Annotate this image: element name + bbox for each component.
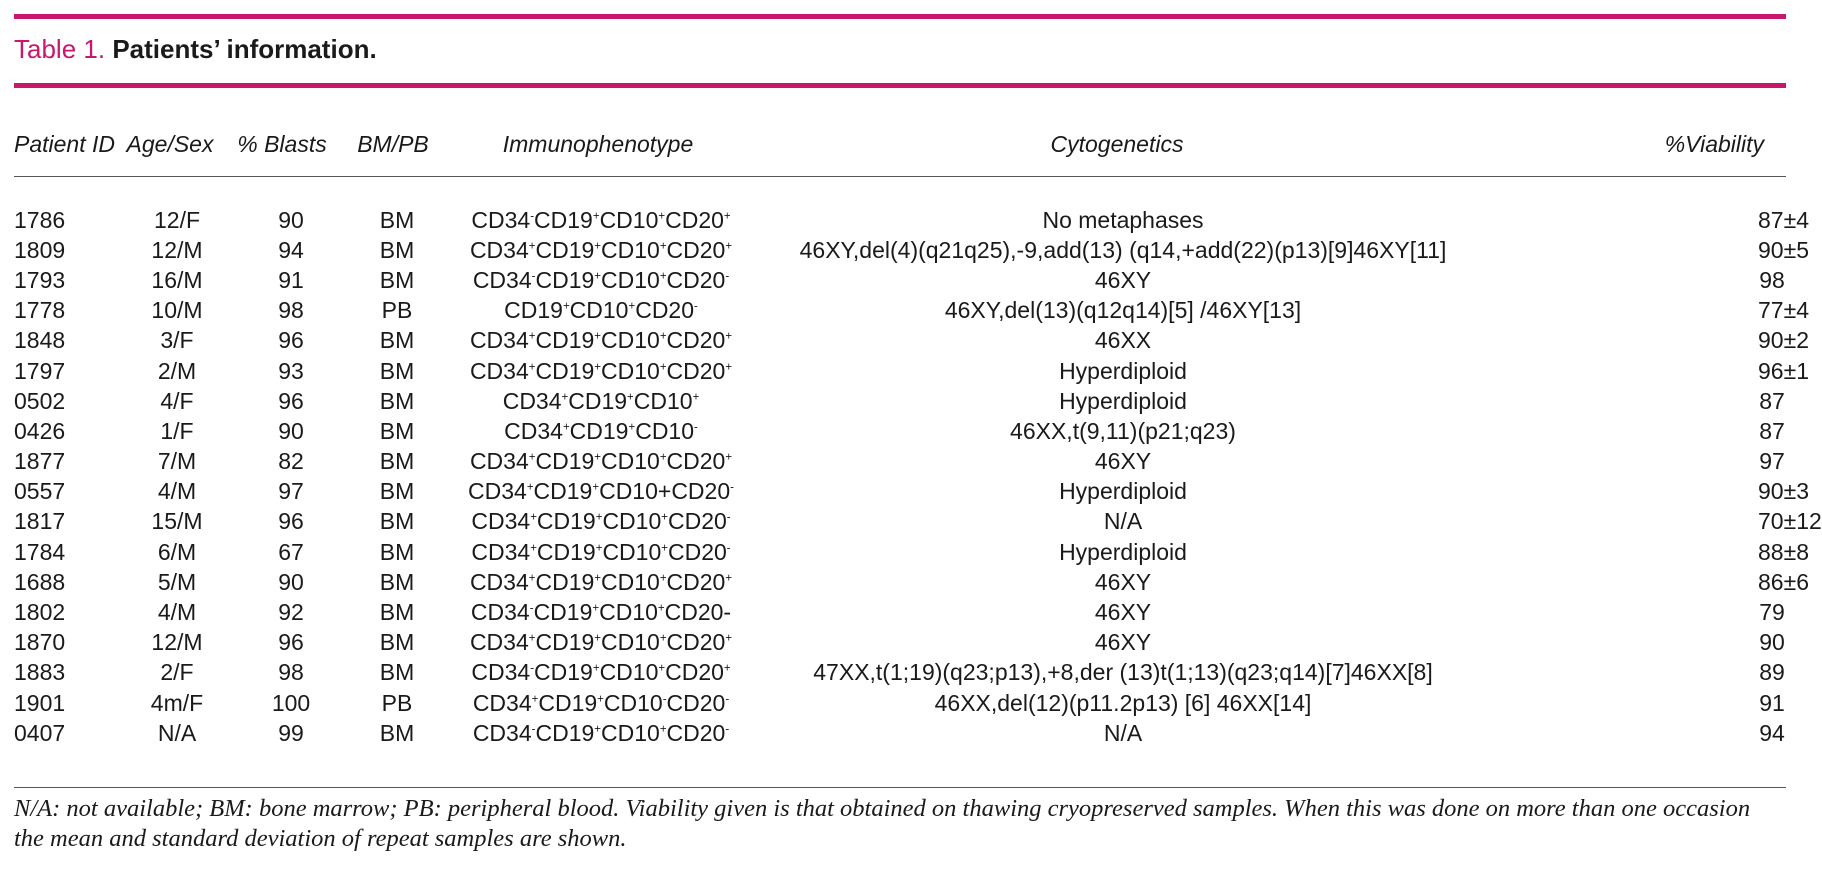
marker-name: CD19 [536, 538, 596, 565]
marker-name: CD34 [469, 568, 529, 595]
marker-sign: - [529, 602, 534, 615]
cell-viability: 90 [1759, 629, 1785, 656]
marker-sign: + [659, 632, 667, 645]
table-body [14, 177, 1822, 749]
marker-name: CD19 [536, 508, 596, 535]
marker-name: CD34 [469, 629, 529, 656]
cell-viability: 86±6 [1758, 568, 1809, 595]
cell-age-sex: 10/M [151, 297, 203, 324]
cell-cytogenetics: 46XX [1094, 327, 1152, 354]
marker-sign: + [562, 300, 570, 313]
marker-name: CD19 [533, 599, 593, 626]
marker-name: CD34 [471, 659, 531, 686]
marker-sign: + [725, 330, 733, 343]
marker-name: CD10 [635, 417, 695, 444]
cell-cytogenetics: No metaphases [1042, 206, 1204, 233]
marker-sign: + [594, 451, 601, 464]
table-row [14, 265, 1786, 295]
marker-sign: + [561, 391, 569, 404]
marker-sign: + [725, 360, 733, 373]
footnote: N/A: not available; BM: bone marrow; PB: peripheral blood. Viability given is that obtained on thawing cryopreserved samples. When this was done on more than one occasion the mean and standard deviation of repeat samples are shown. [14, 795, 1751, 852]
marker-sign: + [562, 421, 570, 434]
table-row [14, 507, 1786, 537]
cell-immunophenotype [448, 567, 748, 597]
cell-cytogenetics: 46XY [1094, 448, 1152, 475]
header-row [14, 112, 1786, 177]
cell-bm-pb: BM [379, 629, 415, 656]
cell-patient-id: 1778 [14, 297, 66, 324]
cell-blasts: 67 [278, 538, 304, 565]
marker-sign: + [627, 391, 634, 404]
cell-blasts: 96 [278, 387, 304, 414]
spacer-row [14, 177, 1786, 206]
cell-immunophenotype [448, 688, 748, 718]
cell-cytogenetics: 46XY [1094, 568, 1152, 595]
marker-sign: + [659, 572, 667, 585]
marker-sign: + [530, 542, 537, 555]
cell-viability: 91 [1759, 689, 1785, 716]
cell-immunophenotype [448, 718, 748, 748]
cell-bm-pb: BM [379, 206, 415, 233]
marker-name: CD34 [471, 206, 531, 233]
marker-sign: + [531, 692, 539, 705]
cell-cytogenetics: Hyperdiploid [1059, 357, 1187, 384]
marker-name: CD20 [666, 448, 726, 475]
cell-patient-id: 1870 [14, 629, 66, 656]
marker-sign: + [661, 511, 668, 524]
cell-bm-pb: BM [379, 568, 415, 595]
cell-blasts: 94 [278, 236, 304, 263]
cell-cytogenetics: 46XY,del(13)(q12q14)[5] /46XY[13] [944, 297, 1302, 324]
table-row [14, 416, 1786, 446]
marker-name: CD20 [666, 327, 726, 354]
marker-sign: + [595, 542, 603, 555]
marker-sign: + [530, 511, 537, 524]
marker-sign: + [723, 209, 731, 222]
cell-age-sex: 3/F [160, 327, 194, 354]
marker-name: CD20- [664, 599, 732, 626]
cell-cytogenetics: Hyperdiploid [1059, 538, 1187, 565]
marker-name: CD34 [469, 448, 529, 475]
cell-bm-pb: BM [379, 357, 415, 384]
cell-bm-pb: BM [379, 508, 415, 535]
cell-bm-pb: BM [379, 387, 415, 414]
marker-sign: + [594, 572, 601, 585]
caption-rule [14, 83, 1786, 88]
marker-name: CD10 [599, 206, 659, 233]
cell-immunophenotype [448, 386, 748, 416]
marker-sign: + [661, 542, 668, 555]
cell-cytogenetics: 46XY [1094, 629, 1152, 656]
marker-sign: + [528, 360, 536, 373]
marker-sign: + [597, 692, 604, 705]
marker-sign: - [694, 300, 698, 313]
cell-patient-id: 1883 [14, 659, 66, 686]
cell-immunophenotype [448, 597, 748, 627]
cell-bm-pb: BM [379, 417, 415, 444]
col-header-bm-pb: BM/PB [338, 112, 448, 177]
marker-sign: + [528, 451, 536, 464]
cell-patient-id: 1797 [14, 357, 66, 384]
col-header-age-sex: Age/Sex [114, 112, 226, 177]
footnote-rule [14, 787, 1786, 788]
cell-immunophenotype [448, 477, 748, 507]
marker-sign: + [628, 421, 636, 434]
cell-viability: 94 [1759, 719, 1785, 746]
marker-name: CD34 [472, 266, 532, 293]
marker-name: CD10 [601, 568, 660, 595]
marker-sign: + [592, 662, 600, 675]
marker-name: CD20 [665, 206, 724, 233]
marker-sign: - [662, 692, 667, 705]
cell-age-sex: N/A [157, 719, 197, 746]
marker-name: CD10 [603, 689, 663, 716]
cell-age-sex: 4/M [157, 478, 197, 505]
cell-immunophenotype [448, 265, 748, 295]
cell-patient-id: 1786 [14, 206, 66, 233]
marker-name: CD19 [569, 417, 629, 444]
marker-name: CD10+CD20 [599, 478, 731, 505]
marker-name: CD10 [602, 508, 662, 535]
marker-sign: + [594, 360, 601, 373]
marker-name: CD20 [666, 689, 726, 716]
cell-age-sex: 16/M [151, 266, 203, 293]
cell-immunophenotype [448, 326, 748, 356]
marker-name: CD20 [666, 266, 726, 293]
col-header-patient-id: Patient ID [14, 112, 114, 177]
cell-bm-pb: BM [379, 236, 415, 263]
marker-name: CD20 [665, 659, 724, 686]
marker-name: CD19 [534, 659, 593, 686]
marker-sign: + [528, 330, 536, 343]
col-header-immunophenotype: Immunophenotype [448, 112, 748, 177]
cell-patient-id: 1784 [14, 538, 66, 565]
marker-name: CD19 [535, 236, 595, 263]
table-caption [14, 34, 377, 65]
cell-viability: 90±2 [1758, 327, 1809, 354]
cell-blasts: 96 [278, 508, 304, 535]
cell-viability: 87 [1759, 417, 1785, 444]
marker-sign: + [657, 602, 665, 615]
marker-sign: + [725, 451, 733, 464]
cell-cytogenetics: Hyperdiploid [1059, 478, 1187, 505]
marker-sign: + [594, 632, 601, 645]
cell-immunophenotype [448, 205, 748, 235]
cell-cytogenetics: 47XX,t(1;19)(q23;p13),+8,der (13)t(1;13)(q23;q14)[7]46XX[8] [813, 659, 1433, 686]
table-row [14, 386, 1786, 416]
table-row [14, 597, 1786, 627]
marker-name: CD19 [533, 478, 593, 505]
marker-sign: + [528, 240, 536, 253]
marker-name: CD10 [601, 236, 660, 263]
marker-sign: - [725, 692, 730, 705]
cell-viability: 87 [1759, 387, 1785, 414]
cell-age-sex: 4m/F [150, 689, 204, 716]
cell-immunophenotype [448, 356, 748, 386]
cell-viability: 88±8 [1758, 538, 1809, 565]
marker-name: CD34 [471, 538, 531, 565]
cell-cytogenetics: 46XY,del(4)(q21q25),-9,add(13) (q14,+add(22)(p13)[9]46XY[11] [799, 236, 1447, 263]
marker-name: CD34 [472, 689, 532, 716]
cell-blasts: 96 [278, 327, 304, 354]
marker-sign: + [725, 240, 733, 253]
marker-sign: + [725, 632, 733, 645]
cell-immunophenotype [448, 658, 748, 688]
col-header-blasts: % Blasts [226, 112, 338, 177]
marker-name: CD34 [469, 236, 529, 263]
cell-bm-pb: BM [379, 266, 415, 293]
marker-name: CD19 [535, 629, 595, 656]
cell-viability: 96±1 [1758, 357, 1809, 384]
marker-sign: + [659, 270, 667, 283]
marker-name: CD19 [568, 387, 628, 414]
marker-sign: - [530, 209, 535, 222]
marker-name: CD20 [666, 719, 726, 746]
cell-bm-pb: BM [379, 719, 415, 746]
marker-sign: + [628, 300, 636, 313]
cell-patient-id: 1817 [14, 508, 66, 535]
marker-sign: + [659, 360, 667, 373]
cell-patient-id: 1809 [14, 236, 66, 263]
cell-bm-pb: BM [379, 659, 415, 686]
cell-patient-id: 1793 [14, 266, 66, 293]
cell-cytogenetics: 46XY [1094, 599, 1152, 626]
marker-name: CD19 [535, 719, 595, 746]
table-row [14, 235, 1786, 265]
marker-name: CD20 [666, 236, 726, 263]
table-row [14, 326, 1786, 356]
marker-name: CD20 [666, 357, 726, 384]
table-row [14, 688, 1786, 718]
cell-age-sex: 1/F [160, 417, 194, 444]
cell-age-sex: 15/M [151, 508, 203, 535]
marker-sign: - [694, 421, 698, 434]
marker-name: CD10 [601, 327, 660, 354]
marker-name: CD10 [601, 719, 660, 746]
cell-blasts: 98 [278, 297, 304, 324]
marker-sign: + [526, 481, 534, 494]
cell-viability: 87±4 [1758, 206, 1809, 233]
table-row [14, 205, 1786, 235]
cell-bm-pb: BM [379, 599, 415, 626]
marker-sign: + [592, 481, 600, 494]
cell-blasts: 90 [278, 206, 304, 233]
marker-sign: + [528, 632, 536, 645]
table-row [14, 356, 1786, 386]
marker-name: CD34 [472, 719, 532, 746]
marker-name: CD10 [601, 357, 660, 384]
marker-sign: + [725, 572, 733, 585]
cell-bm-pb: BM [379, 448, 415, 475]
table-title: Patients’ information. [112, 34, 377, 64]
cell-age-sex: 12/F [153, 206, 201, 233]
cell-age-sex: 4/M [157, 599, 197, 626]
marker-sign: + [594, 330, 601, 343]
cell-age-sex: 5/M [157, 568, 197, 595]
cell-immunophenotype [448, 235, 748, 265]
marker-name: CD10 [602, 538, 662, 565]
marker-name: CD10 [633, 387, 693, 414]
marker-name: CD19 [535, 357, 595, 384]
marker-name: CD10 [601, 629, 660, 656]
marker-name: CD10 [601, 266, 660, 293]
marker-name: CD20 [667, 538, 727, 565]
marker-name: CD10 [569, 297, 629, 324]
cell-patient-id: 0502 [14, 387, 66, 414]
cell-bm-pb: BM [379, 327, 415, 354]
cell-age-sex: 6/M [157, 538, 197, 565]
marker-name: CD34 [469, 327, 529, 354]
col-header-viability: %Viability [1486, 112, 1786, 177]
cell-age-sex: 4/F [160, 387, 194, 414]
cell-blasts: 93 [278, 357, 304, 384]
cell-cytogenetics: 46XX,t(9,11)(p21;q23) [1010, 417, 1236, 444]
marker-name: CD10 [601, 448, 660, 475]
marker-name: CD20 [635, 297, 695, 324]
marker-name: CD19 [504, 297, 563, 324]
cell-immunophenotype [448, 507, 748, 537]
marker-sign: - [725, 723, 730, 736]
marker-sign: + [592, 602, 600, 615]
table-label: Table 1. [14, 34, 106, 64]
cell-patient-id: 0426 [14, 417, 66, 444]
marker-sign: + [594, 240, 601, 253]
marker-name: CD19 [535, 327, 595, 354]
cell-age-sex: 2/F [160, 659, 194, 686]
cell-viability: 89 [1759, 659, 1785, 686]
marker-sign: + [594, 723, 601, 736]
cell-blasts: 90 [278, 568, 304, 595]
marker-sign: + [659, 451, 667, 464]
marker-name: CD19 [535, 448, 595, 475]
marker-name: CD19 [535, 266, 595, 293]
marker-sign: - [730, 481, 734, 494]
top-rule [14, 14, 1786, 19]
cell-age-sex: 2/M [157, 357, 197, 384]
cell-immunophenotype [448, 447, 748, 477]
marker-sign: + [659, 330, 667, 343]
marker-sign: - [531, 270, 536, 283]
cell-cytogenetics: 46XX,del(12)(p11.2p13) [6] 46XX[14] [934, 689, 1312, 716]
cell-age-sex: 12/M [151, 629, 203, 656]
cell-viability: 90±3 [1758, 478, 1809, 505]
marker-sign: + [594, 270, 601, 283]
marker-name: CD34 [502, 387, 562, 414]
marker-name: CD34 [504, 417, 563, 444]
cell-patient-id: 1802 [14, 599, 66, 626]
marker-name: CD34 [468, 478, 527, 505]
marker-sign: - [726, 542, 731, 555]
marker-sign: + [528, 572, 536, 585]
cell-viability: 98 [1759, 266, 1785, 293]
cell-patient-id: 1901 [14, 689, 66, 716]
marker-sign: - [725, 270, 730, 283]
marker-sign: - [726, 511, 731, 524]
cell-bm-pb: BM [379, 538, 415, 565]
marker-sign: + [592, 209, 600, 222]
marker-name: CD34 [469, 357, 529, 384]
cell-viability: 77±4 [1758, 297, 1809, 324]
col-header-cytogenetics: Cytogenetics [748, 112, 1486, 177]
cell-viability: 97 [1759, 448, 1785, 475]
cell-cytogenetics: N/A [1103, 508, 1143, 535]
table-row [14, 537, 1786, 567]
cell-blasts: 97 [278, 478, 304, 505]
table-row [14, 296, 1786, 326]
cell-immunophenotype [448, 416, 748, 446]
marker-name: CD19 [535, 568, 595, 595]
cell-cytogenetics: Hyperdiploid [1059, 387, 1187, 414]
patients-table [14, 112, 1822, 748]
marker-name: CD34 [471, 508, 531, 535]
table-row [14, 477, 1786, 507]
cell-age-sex: 12/M [151, 236, 203, 263]
marker-sign: + [659, 723, 667, 736]
table-row [14, 628, 1786, 658]
marker-name: CD19 [534, 206, 593, 233]
table-row [14, 718, 1786, 748]
marker-sign: + [659, 240, 667, 253]
marker-sign: + [595, 511, 603, 524]
table-row [14, 567, 1786, 597]
cell-bm-pb: PB [381, 297, 413, 324]
cell-blasts: 91 [278, 266, 304, 293]
cell-bm-pb: PB [381, 689, 413, 716]
cell-blasts: 98 [278, 659, 304, 686]
cell-blasts: 92 [278, 599, 304, 626]
cell-bm-pb: BM [379, 478, 415, 505]
marker-name: CD20 [666, 568, 726, 595]
cell-immunophenotype [448, 296, 748, 326]
cell-viability: 70±12 [1758, 508, 1822, 535]
cell-viability: 90±5 [1758, 236, 1809, 263]
table-row [14, 658, 1786, 688]
cell-immunophenotype [448, 628, 748, 658]
marker-name: CD19 [538, 689, 598, 716]
marker-sign: + [723, 662, 731, 675]
cell-viability: 79 [1759, 599, 1785, 626]
marker-name: CD10 [599, 599, 658, 626]
table-row [14, 447, 1786, 477]
cell-blasts: 96 [278, 629, 304, 656]
cell-age-sex: 7/M [157, 448, 197, 475]
cell-blasts: 99 [278, 719, 304, 746]
cell-cytogenetics: 46XY [1094, 266, 1152, 293]
marker-sign: + [692, 391, 700, 404]
marker-name: CD20 [666, 629, 726, 656]
cell-blasts: 100 [271, 689, 311, 716]
cell-blasts: 82 [278, 448, 304, 475]
cell-cytogenetics: N/A [1103, 719, 1143, 746]
cell-patient-id: 1688 [14, 568, 66, 595]
cell-patient-id: 1877 [14, 448, 66, 475]
marker-name: CD34 [470, 599, 530, 626]
marker-sign: - [530, 662, 535, 675]
cell-patient-id: 0407 [14, 719, 66, 746]
marker-name: CD10 [599, 659, 659, 686]
cell-immunophenotype [448, 537, 748, 567]
cell-patient-id: 0557 [14, 478, 66, 505]
cell-patient-id: 1848 [14, 327, 66, 354]
marker-sign: + [658, 209, 666, 222]
marker-name: CD20 [667, 508, 727, 535]
marker-sign: - [531, 723, 536, 736]
marker-sign: + [658, 662, 666, 675]
cell-blasts: 90 [278, 417, 304, 444]
